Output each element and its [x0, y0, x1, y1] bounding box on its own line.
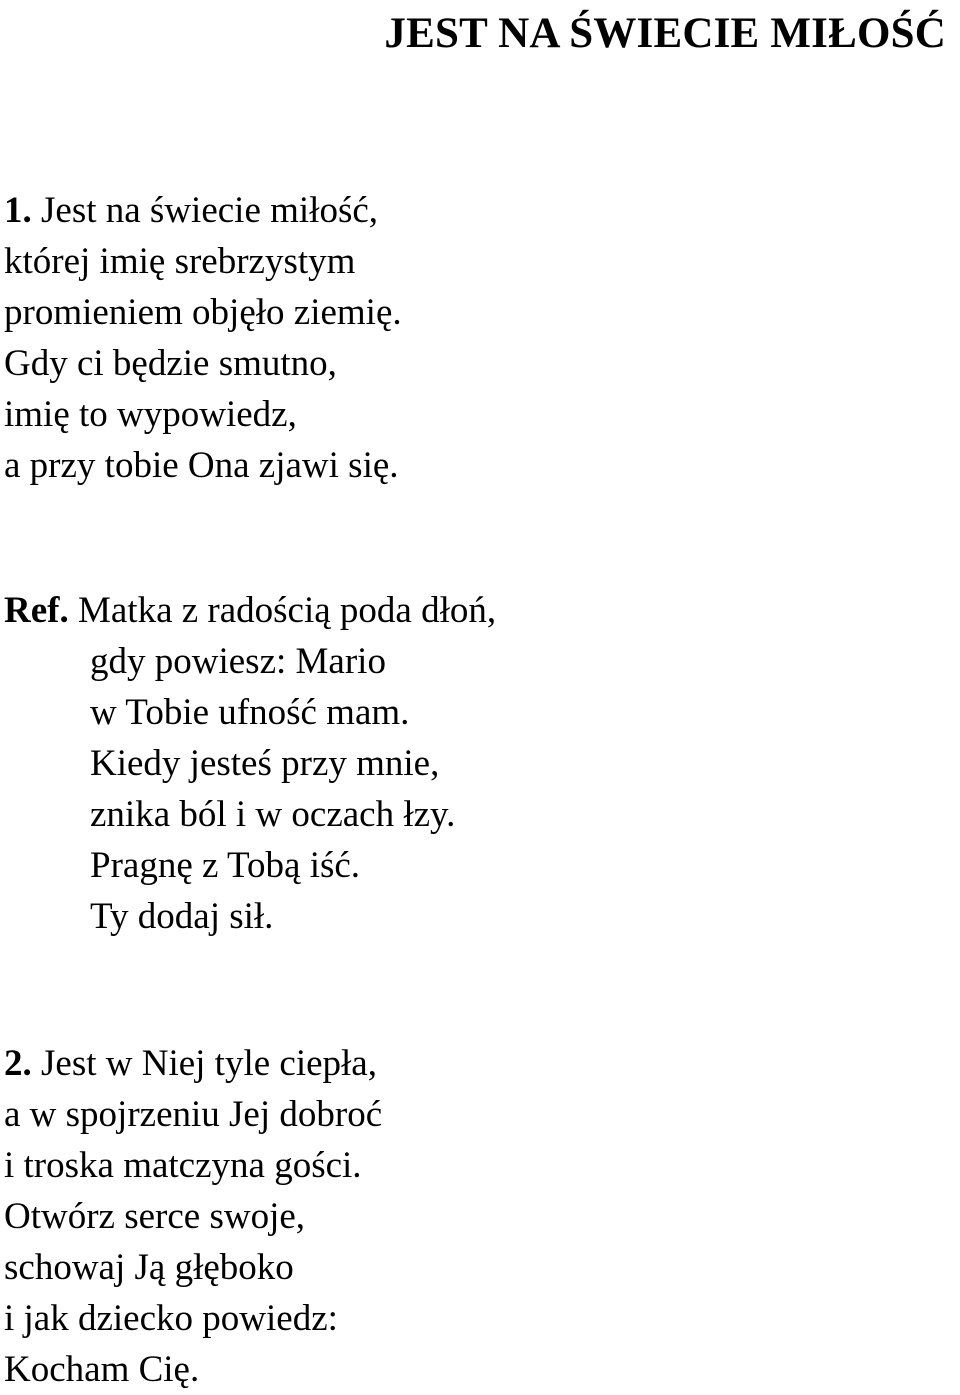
song-title: JEST NA ŚWIECIE MIŁOŚĆ	[384, 10, 946, 57]
verse-line-text: Jest na świecie miłość,	[41, 190, 379, 231]
verse-2	[4, 1038, 382, 1395]
verse-line: i jak dziecko powiedz:	[4, 1298, 338, 1339]
verse-line: promieniem objęło ziemię.	[4, 292, 402, 333]
refrain-line: Kiedy jesteś przy mnie,	[90, 743, 440, 784]
verse-line: Gdy ci będzie smutno,	[4, 343, 337, 384]
refrain-line: Pragnę z Tobą iść.	[90, 845, 361, 886]
verse-line	[4, 185, 402, 236]
refrain	[4, 585, 496, 942]
verse-line: a przy tobie Ona zjawi się.	[4, 445, 399, 486]
verse-line: Kocham Cię.	[4, 1349, 200, 1390]
verse-line	[4, 1038, 382, 1089]
refrain-line: gdy powiesz: Mario	[90, 641, 386, 682]
verse-number: 1.	[4, 190, 32, 231]
refrain-line: znika ból i w oczach łzy.	[90, 794, 456, 835]
verse-line: schowaj Ją głęboko	[4, 1247, 294, 1288]
verse-line: której imię srebrzystym	[4, 241, 356, 282]
refrain-line: w Tobie ufność mam.	[90, 692, 410, 733]
verse-line-text: Jest w Niej tyle ciepła,	[41, 1043, 377, 1084]
refrain-line: Ty dodaj sił.	[90, 896, 274, 937]
refrain-label: Ref.	[4, 590, 69, 631]
verse-line: Otwórz serce swoje,	[4, 1196, 306, 1237]
verse-1	[4, 185, 402, 491]
verse-line: imię to wypowiedz,	[4, 394, 297, 435]
verse-number: 2.	[4, 1043, 32, 1084]
verse-line: i troska matczyna gości.	[4, 1145, 362, 1186]
refrain-line	[4, 585, 496, 636]
verse-line: a w spojrzeniu Jej dobroć	[4, 1094, 383, 1135]
refrain-line-text: Matka z radością poda dłoń,	[77, 590, 497, 631]
